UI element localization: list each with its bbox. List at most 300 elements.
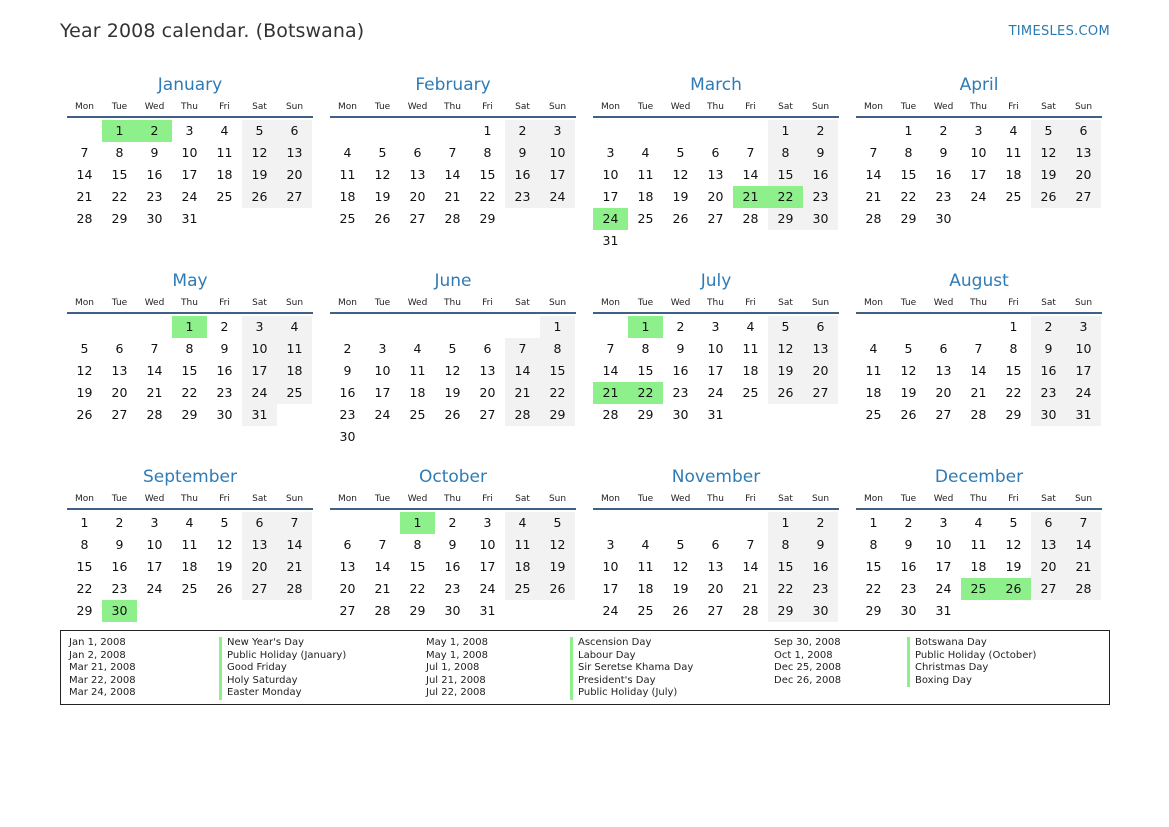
day-cell[interactable]: 29 — [111, 211, 128, 226]
day-cell[interactable]: 12 — [444, 363, 461, 378]
day-cell[interactable]: 19 — [374, 189, 391, 204]
day-cell[interactable]: 28 — [742, 211, 759, 226]
day-cell[interactable]: 27 — [277, 186, 312, 208]
day-cell[interactable]: 3 — [378, 341, 387, 356]
day-cell[interactable]: 3 — [711, 319, 720, 334]
day-cell[interactable]: 14 — [602, 363, 619, 378]
day-cell[interactable]: 25 — [742, 385, 759, 400]
day-cell[interactable]: 17 — [540, 164, 575, 186]
day-cell[interactable]: 1 — [904, 123, 913, 138]
day-cell[interactable]: 12 — [76, 363, 93, 378]
day-cell[interactable]: 18 — [277, 360, 312, 382]
day-cell[interactable]: 20 — [1031, 556, 1066, 578]
day-cell[interactable]: 31 — [479, 603, 496, 618]
day-cell[interactable]: 31 — [1066, 404, 1101, 426]
day-cell[interactable]: 17 — [242, 360, 277, 382]
day-cell[interactable]: 29 — [637, 407, 654, 422]
day-cell[interactable]: 30 — [1031, 404, 1066, 426]
day-cell[interactable]: 1 — [172, 316, 207, 338]
day-cell[interactable]: 11 — [1005, 145, 1022, 160]
day-cell[interactable]: 10 — [935, 537, 952, 552]
day-cell[interactable]: 21 — [970, 385, 987, 400]
day-cell[interactable]: 13 — [242, 534, 277, 556]
day-cell[interactable]: 14 — [970, 363, 987, 378]
day-cell[interactable]: 28 — [374, 603, 391, 618]
day-cell[interactable]: 7 — [448, 145, 457, 160]
day-cell[interactable]: 16 — [111, 559, 128, 574]
day-cell[interactable]: 17 — [146, 559, 163, 574]
day-cell[interactable]: 26 — [672, 603, 689, 618]
day-cell[interactable]: 28 — [277, 578, 312, 600]
day-cell[interactable]: 19 — [444, 385, 461, 400]
day-cell[interactable]: 19 — [768, 360, 803, 382]
day-cell[interactable]: 11 — [865, 363, 882, 378]
day-cell[interactable]: 4 — [505, 512, 540, 534]
day-cell[interactable]: 18 — [409, 385, 426, 400]
day-cell[interactable]: 9 — [904, 537, 913, 552]
day-cell[interactable]: 10 — [374, 363, 391, 378]
day-cell[interactable]: 8 — [768, 534, 803, 556]
day-cell[interactable]: 27 — [935, 407, 952, 422]
day-cell[interactable]: 1 — [768, 512, 803, 534]
day-cell[interactable]: 12 — [374, 167, 391, 182]
day-cell[interactable]: 27 — [339, 603, 356, 618]
day-cell[interactable]: 22 — [768, 186, 803, 208]
day-cell[interactable]: 22 — [628, 382, 663, 404]
day-cell[interactable]: 25 — [277, 382, 312, 404]
day-cell[interactable]: 24 — [146, 581, 163, 596]
day-cell[interactable]: 25 — [865, 407, 882, 422]
day-cell[interactable]: 29 — [409, 603, 426, 618]
day-cell[interactable]: 15 — [900, 167, 917, 182]
day-cell[interactable]: 8 — [115, 145, 124, 160]
day-cell[interactable]: 4 — [343, 145, 352, 160]
day-cell[interactable]: 21 — [76, 189, 93, 204]
day-cell[interactable]: 17 — [1066, 360, 1101, 382]
day-cell[interactable]: 6 — [803, 316, 838, 338]
day-cell[interactable]: 3 — [1066, 316, 1101, 338]
day-cell[interactable]: 6 — [711, 145, 720, 160]
day-cell[interactable]: 2 — [803, 512, 838, 534]
day-cell[interactable]: 23 — [803, 578, 838, 600]
day-cell[interactable]: 1 — [80, 515, 89, 530]
day-cell[interactable]: 23 — [803, 186, 838, 208]
day-cell[interactable]: 14 — [374, 559, 391, 574]
day-cell[interactable]: 18 — [181, 559, 198, 574]
day-cell[interactable]: 10 — [146, 537, 163, 552]
day-cell[interactable]: 2 — [220, 319, 229, 334]
day-cell[interactable]: 13 — [707, 559, 724, 574]
day-cell[interactable]: 21 — [1066, 556, 1101, 578]
day-cell[interactable]: 24 — [479, 581, 496, 596]
day-cell[interactable]: 13 — [277, 142, 312, 164]
day-cell[interactable]: 17 — [181, 167, 198, 182]
day-cell[interactable]: 6 — [939, 341, 948, 356]
day-cell[interactable]: 15 — [181, 363, 198, 378]
day-cell[interactable]: 10 — [479, 537, 496, 552]
day-cell[interactable]: 10 — [707, 341, 724, 356]
day-cell[interactable]: 8 — [869, 537, 878, 552]
day-cell[interactable]: 20 — [935, 385, 952, 400]
day-cell[interactable]: 30 — [900, 603, 917, 618]
day-cell[interactable]: 23 — [216, 385, 233, 400]
day-cell[interactable]: 14 — [146, 363, 163, 378]
day-cell[interactable]: 14 — [742, 559, 759, 574]
day-cell[interactable]: 7 — [505, 338, 540, 360]
day-cell[interactable]: 3 — [150, 515, 159, 530]
day-cell[interactable]: 30 — [672, 407, 689, 422]
day-cell[interactable]: 16 — [216, 363, 233, 378]
day-cell[interactable]: 7 — [150, 341, 159, 356]
day-cell[interactable]: 23 — [672, 385, 689, 400]
day-cell[interactable]: 15 — [637, 363, 654, 378]
day-cell[interactable]: 30 — [935, 211, 952, 226]
day-cell[interactable]: 31 — [181, 211, 198, 226]
day-cell[interactable]: 9 — [1031, 338, 1066, 360]
day-cell[interactable]: 24 — [242, 382, 277, 404]
day-cell[interactable]: 25 — [637, 603, 654, 618]
day-cell[interactable]: 22 — [479, 189, 496, 204]
day-cell[interactable]: 11 — [637, 559, 654, 574]
day-cell[interactable]: 2 — [448, 515, 457, 530]
day-cell[interactable]: 21 — [444, 189, 461, 204]
day-cell[interactable]: 25 — [961, 578, 996, 600]
day-cell[interactable]: 11 — [970, 537, 987, 552]
day-cell[interactable]: 22 — [111, 189, 128, 204]
day-cell[interactable]: 4 — [641, 537, 650, 552]
day-cell[interactable]: 30 — [146, 211, 163, 226]
day-cell[interactable]: 20 — [1066, 164, 1101, 186]
day-cell[interactable]: 22 — [76, 581, 93, 596]
day-cell[interactable]: 13 — [111, 363, 128, 378]
day-cell[interactable]: 15 — [409, 559, 426, 574]
day-cell[interactable]: 25 — [409, 407, 426, 422]
day-cell[interactable]: 27 — [707, 603, 724, 618]
day-cell[interactable]: 28 — [444, 211, 461, 226]
day-cell[interactable]: 2 — [676, 319, 685, 334]
day-cell[interactable]: 25 — [505, 578, 540, 600]
day-cell[interactable]: 30 — [803, 208, 838, 230]
day-cell[interactable]: 12 — [672, 167, 689, 182]
day-cell[interactable]: 14 — [444, 167, 461, 182]
day-cell[interactable]: 28 — [146, 407, 163, 422]
day-cell[interactable]: 23 — [1031, 382, 1066, 404]
day-cell[interactable]: 5 — [1009, 515, 1018, 530]
day-cell[interactable]: 19 — [900, 385, 917, 400]
day-cell[interactable]: 29 — [181, 407, 198, 422]
day-cell[interactable]: 16 — [935, 167, 952, 182]
day-cell[interactable]: 8 — [904, 145, 913, 160]
day-cell[interactable]: 10 — [181, 145, 198, 160]
day-cell[interactable]: 21 — [733, 186, 768, 208]
day-cell[interactable]: 14 — [1066, 534, 1101, 556]
day-cell[interactable]: 11 — [339, 167, 356, 182]
day-cell[interactable]: 6 — [343, 537, 352, 552]
day-cell[interactable]: 26 — [216, 581, 233, 596]
day-cell[interactable]: 5 — [378, 145, 387, 160]
day-cell[interactable]: 28 — [76, 211, 93, 226]
day-cell[interactable]: 6 — [277, 120, 312, 142]
day-cell[interactable]: 6 — [1066, 120, 1101, 142]
day-cell[interactable]: 23 — [444, 581, 461, 596]
day-cell[interactable]: 9 — [115, 537, 124, 552]
day-cell[interactable]: 7 — [277, 512, 312, 534]
day-cell[interactable]: 2 — [939, 123, 948, 138]
day-cell[interactable]: 21 — [593, 382, 628, 404]
day-cell[interactable]: 14 — [505, 360, 540, 382]
day-cell[interactable]: 11 — [505, 534, 540, 556]
day-cell[interactable]: 6 — [1031, 512, 1066, 534]
day-cell[interactable]: 29 — [865, 603, 882, 618]
day-cell[interactable]: 15 — [1005, 363, 1022, 378]
day-cell[interactable]: 26 — [672, 211, 689, 226]
day-cell[interactable]: 17 — [935, 559, 952, 574]
day-cell[interactable]: 16 — [803, 556, 838, 578]
day-cell[interactable]: 20 — [339, 581, 356, 596]
day-cell[interactable]: 14 — [277, 534, 312, 556]
day-cell[interactable]: 3 — [606, 537, 615, 552]
day-cell[interactable]: 3 — [606, 145, 615, 160]
day-cell[interactable]: 8 — [768, 142, 803, 164]
day-cell[interactable]: 9 — [803, 534, 838, 556]
day-cell[interactable]: 24 — [1066, 382, 1101, 404]
day-cell[interactable]: 18 — [742, 363, 759, 378]
day-cell[interactable]: 20 — [479, 385, 496, 400]
day-cell[interactable]: 11 — [742, 341, 759, 356]
day-cell[interactable]: 12 — [900, 363, 917, 378]
day-cell[interactable]: 21 — [374, 581, 391, 596]
day-cell[interactable]: 18 — [637, 189, 654, 204]
day-cell[interactable]: 12 — [1031, 142, 1066, 164]
day-cell[interactable]: 18 — [216, 167, 233, 182]
day-cell[interactable]: 2 — [137, 120, 172, 142]
day-cell[interactable]: 28 — [970, 407, 987, 422]
day-cell[interactable]: 4 — [277, 316, 312, 338]
day-cell[interactable]: 25 — [216, 189, 233, 204]
day-cell[interactable]: 27 — [111, 407, 128, 422]
site-link[interactable]: TIMESLES.COM — [1008, 24, 1110, 39]
day-cell[interactable]: 29 — [540, 404, 575, 426]
day-cell[interactable]: 3 — [483, 515, 492, 530]
day-cell[interactable]: 8 — [641, 341, 650, 356]
day-cell[interactable]: 5 — [676, 537, 685, 552]
day-cell[interactable]: 15 — [768, 164, 803, 186]
day-cell[interactable]: 27 — [479, 407, 496, 422]
day-cell[interactable]: 3 — [939, 515, 948, 530]
day-cell[interactable]: 5 — [1031, 120, 1066, 142]
day-cell[interactable]: 4 — [746, 319, 755, 334]
day-cell[interactable]: 7 — [869, 145, 878, 160]
day-cell[interactable]: 17 — [479, 559, 496, 574]
day-cell[interactable]: 25 — [339, 211, 356, 226]
day-cell[interactable]: 11 — [409, 363, 426, 378]
day-cell[interactable]: 9 — [220, 341, 229, 356]
day-cell[interactable]: 12 — [768, 338, 803, 360]
day-cell[interactable]: 1 — [483, 123, 492, 138]
day-cell[interactable]: 29 — [768, 208, 803, 230]
day-cell[interactable]: 18 — [339, 189, 356, 204]
day-cell[interactable]: 20 — [707, 581, 724, 596]
day-cell[interactable]: 23 — [146, 189, 163, 204]
day-cell[interactable]: 1 — [628, 316, 663, 338]
day-cell[interactable]: 5 — [540, 512, 575, 534]
day-cell[interactable]: 30 — [102, 600, 137, 622]
day-cell[interactable]: 24 — [181, 189, 198, 204]
day-cell[interactable]: 25 — [637, 211, 654, 226]
day-cell[interactable]: 26 — [900, 407, 917, 422]
day-cell[interactable]: 30 — [339, 429, 356, 444]
day-cell[interactable]: 7 — [746, 537, 755, 552]
day-cell[interactable]: 4 — [641, 145, 650, 160]
day-cell[interactable]: 21 — [505, 382, 540, 404]
day-cell[interactable]: 13 — [1031, 534, 1066, 556]
day-cell[interactable]: 6 — [115, 341, 124, 356]
day-cell[interactable]: 23 — [900, 581, 917, 596]
day-cell[interactable]: 20 — [409, 189, 426, 204]
day-cell[interactable]: 10 — [1066, 338, 1101, 360]
day-cell[interactable]: 24 — [707, 385, 724, 400]
day-cell[interactable]: 29 — [900, 211, 917, 226]
day-cell[interactable]: 17 — [970, 167, 987, 182]
day-cell[interactable]: 23 — [339, 407, 356, 422]
day-cell[interactable]: 11 — [637, 167, 654, 182]
day-cell[interactable]: 8 — [413, 537, 422, 552]
day-cell[interactable]: 1 — [400, 512, 435, 534]
day-cell[interactable]: 7 — [378, 537, 387, 552]
day-cell[interactable]: 26 — [374, 211, 391, 226]
day-cell[interactable]: 20 — [707, 189, 724, 204]
day-cell[interactable]: 20 — [242, 556, 277, 578]
day-cell[interactable]: 5 — [676, 145, 685, 160]
day-cell[interactable]: 13 — [409, 167, 426, 182]
day-cell[interactable]: 9 — [676, 341, 685, 356]
day-cell[interactable]: 2 — [904, 515, 913, 530]
day-cell[interactable]: 19 — [76, 385, 93, 400]
day-cell[interactable]: 22 — [540, 382, 575, 404]
day-cell[interactable]: 14 — [865, 167, 882, 182]
day-cell[interactable]: 18 — [970, 559, 987, 574]
day-cell[interactable]: 7 — [974, 341, 983, 356]
day-cell[interactable]: 28 — [865, 211, 882, 226]
day-cell[interactable]: 19 — [1031, 164, 1066, 186]
day-cell[interactable]: 8 — [483, 145, 492, 160]
day-cell[interactable]: 29 — [76, 603, 93, 618]
day-cell[interactable]: 15 — [540, 360, 575, 382]
day-cell[interactable]: 10 — [602, 559, 619, 574]
day-cell[interactable]: 12 — [540, 534, 575, 556]
day-cell[interactable]: 14 — [742, 167, 759, 182]
day-cell[interactable]: 24 — [602, 603, 619, 618]
day-cell[interactable]: 31 — [707, 407, 724, 422]
day-cell[interactable]: 26 — [1031, 186, 1066, 208]
day-cell[interactable]: 17 — [374, 385, 391, 400]
day-cell[interactable]: 29 — [768, 600, 803, 622]
day-cell[interactable]: 18 — [1005, 167, 1022, 182]
day-cell[interactable]: 21 — [277, 556, 312, 578]
day-cell[interactable]: 19 — [242, 164, 277, 186]
day-cell[interactable]: 15 — [76, 559, 93, 574]
day-cell[interactable]: 25 — [181, 581, 198, 596]
day-cell[interactable]: 26 — [768, 382, 803, 404]
day-cell[interactable]: 5 — [768, 316, 803, 338]
day-cell[interactable]: 2 — [803, 120, 838, 142]
day-cell[interactable]: 9 — [939, 145, 948, 160]
day-cell[interactable]: 17 — [602, 581, 619, 596]
day-cell[interactable]: 7 — [1066, 512, 1101, 534]
day-cell[interactable]: 1 — [102, 120, 137, 142]
day-cell[interactable]: 11 — [277, 338, 312, 360]
day-cell[interactable]: 22 — [1005, 385, 1022, 400]
day-cell[interactable]: 7 — [606, 341, 615, 356]
day-cell[interactable]: 4 — [220, 123, 229, 138]
day-cell[interactable]: 16 — [505, 164, 540, 186]
day-cell[interactable]: 11 — [181, 537, 198, 552]
day-cell[interactable]: 1 — [1009, 319, 1018, 334]
day-cell[interactable]: 6 — [483, 341, 492, 356]
day-cell[interactable]: 30 — [803, 600, 838, 622]
day-cell[interactable]: 20 — [277, 164, 312, 186]
day-cell[interactable]: 13 — [707, 167, 724, 182]
day-cell[interactable]: 5 — [220, 515, 229, 530]
day-cell[interactable]: 13 — [803, 338, 838, 360]
day-cell[interactable]: 19 — [1005, 559, 1022, 574]
day-cell[interactable]: 16 — [900, 559, 917, 574]
day-cell[interactable]: 30 — [444, 603, 461, 618]
day-cell[interactable]: 8 — [540, 338, 575, 360]
day-cell[interactable]: 15 — [479, 167, 496, 182]
day-cell[interactable]: 22 — [768, 578, 803, 600]
day-cell[interactable]: 27 — [242, 578, 277, 600]
day-cell[interactable]: 2 — [343, 341, 352, 356]
day-cell[interactable]: 16 — [339, 385, 356, 400]
day-cell[interactable]: 19 — [540, 556, 575, 578]
day-cell[interactable]: 10 — [242, 338, 277, 360]
day-cell[interactable]: 14 — [76, 167, 93, 182]
day-cell[interactable]: 5 — [80, 341, 89, 356]
day-cell[interactable]: 8 — [1009, 341, 1018, 356]
day-cell[interactable]: 16 — [1031, 360, 1066, 382]
day-cell[interactable]: 19 — [672, 189, 689, 204]
day-cell[interactable]: 25 — [1005, 189, 1022, 204]
day-cell[interactable]: 2 — [505, 120, 540, 142]
day-cell[interactable]: 29 — [1005, 407, 1022, 422]
day-cell[interactable]: 26 — [996, 578, 1031, 600]
day-cell[interactable]: 28 — [1066, 578, 1101, 600]
day-cell[interactable]: 26 — [242, 186, 277, 208]
day-cell[interactable]: 27 — [409, 211, 426, 226]
day-cell[interactable]: 29 — [479, 211, 496, 226]
day-cell[interactable]: 12 — [1005, 537, 1022, 552]
day-cell[interactable]: 8 — [185, 341, 194, 356]
day-cell[interactable]: 27 — [1066, 186, 1101, 208]
day-cell[interactable]: 12 — [242, 142, 277, 164]
day-cell[interactable]: 12 — [216, 537, 233, 552]
day-cell[interactable]: 24 — [540, 186, 575, 208]
day-cell[interactable]: 27 — [1031, 578, 1066, 600]
day-cell[interactable]: 31 — [242, 404, 277, 426]
day-cell[interactable]: 9 — [448, 537, 457, 552]
day-cell[interactable]: 5 — [242, 120, 277, 142]
day-cell[interactable]: 17 — [602, 189, 619, 204]
day-cell[interactable]: 5 — [448, 341, 457, 356]
day-cell[interactable]: 4 — [1009, 123, 1018, 138]
day-cell[interactable]: 3 — [974, 123, 983, 138]
day-cell[interactable]: 3 — [185, 123, 194, 138]
day-cell[interactable]: 13 — [935, 363, 952, 378]
day-cell[interactable]: 2 — [1031, 316, 1066, 338]
day-cell[interactable]: 16 — [803, 164, 838, 186]
day-cell[interactable]: 3 — [540, 120, 575, 142]
